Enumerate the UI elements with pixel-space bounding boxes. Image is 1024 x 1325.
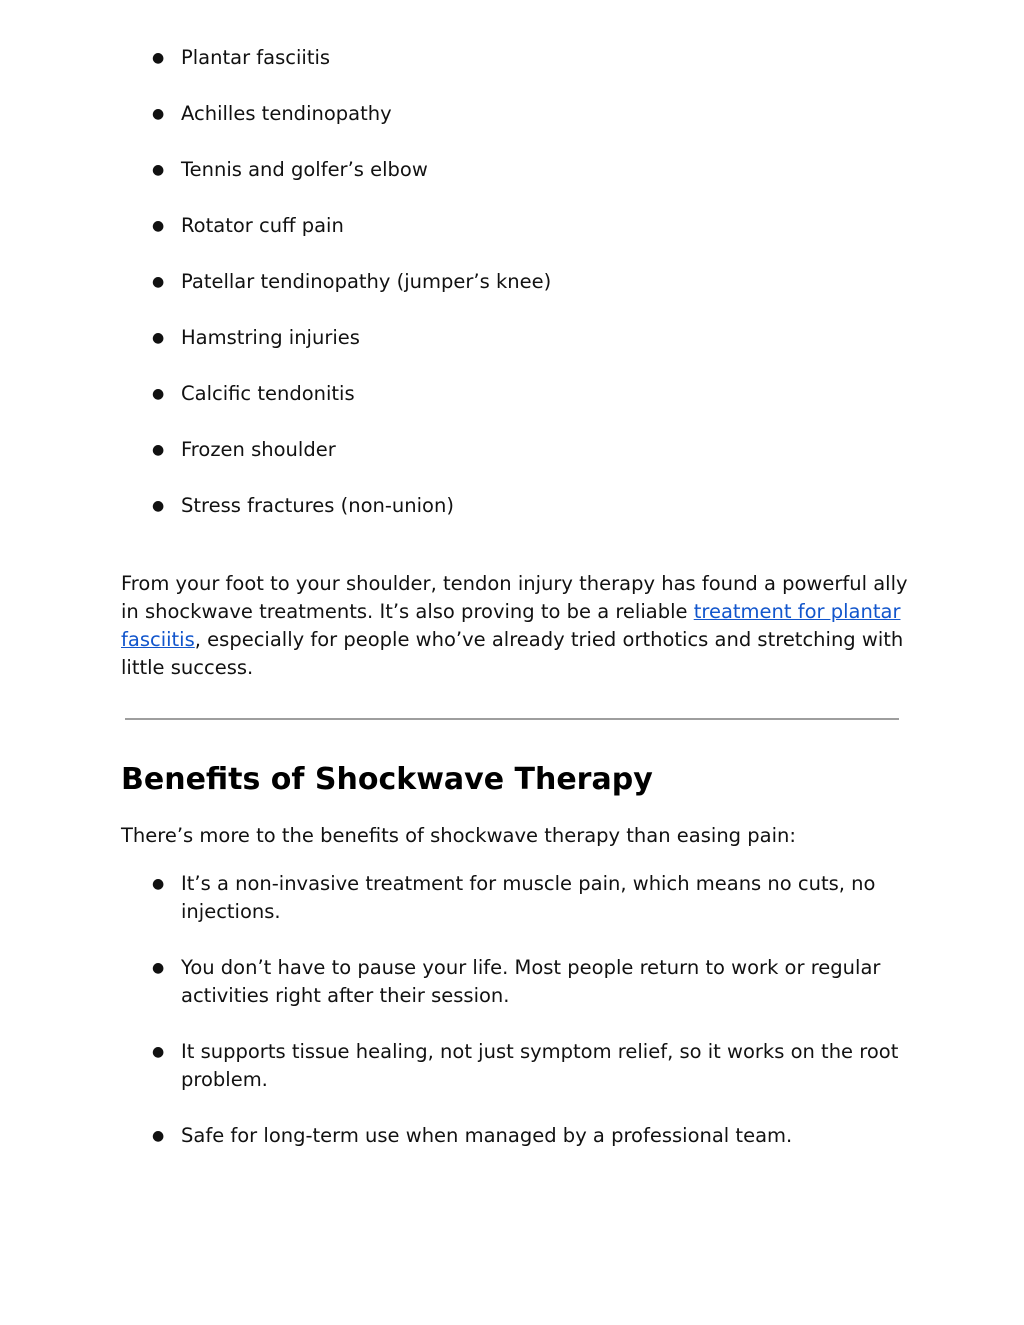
list-item-text: It supports tissue healing, not just symptom relief, so it works on the root problem. bbox=[181, 1040, 899, 1091]
benefits-intro: There’s more to the benefits of shockwave therapy than easing pain: bbox=[121, 824, 796, 847]
bullet-icon: ● bbox=[152, 50, 165, 66]
list-item-text: Calcific tendonitis bbox=[181, 382, 355, 405]
list-item bbox=[0, 436, 1024, 492]
list-item bbox=[0, 156, 1024, 212]
list-item bbox=[0, 324, 1024, 380]
list-item bbox=[0, 44, 1024, 100]
intro-paragraph bbox=[121, 570, 911, 682]
conditions-list bbox=[0, 44, 1024, 548]
list-item bbox=[0, 870, 1024, 926]
list-item-text: Rotator cuff pain bbox=[181, 214, 344, 237]
list-item bbox=[0, 268, 1024, 324]
list-item bbox=[0, 492, 1024, 548]
list-item-text: Hamstring injuries bbox=[181, 326, 360, 349]
bullet-icon: ● bbox=[152, 106, 165, 122]
plantar-fasciitis-link[interactable]: treatment for plantar fasciitis bbox=[121, 600, 901, 651]
bullet-icon: ● bbox=[152, 1128, 165, 1144]
intro-text-before-link: From your foot to your shoulder, tendon injury therapy has found a powerful ally in shockwave treatments. It’s also proving to be a reliable bbox=[121, 572, 908, 623]
list-item bbox=[0, 1122, 1024, 1150]
list-item-text: Plantar fasciitis bbox=[181, 46, 331, 69]
list-item-text: You don’t have to pause your life. Most people return to work or regular activities right after their session. bbox=[181, 956, 881, 1007]
bullet-icon: ● bbox=[152, 442, 165, 458]
list-item-text: Achilles tendinopathy bbox=[181, 102, 392, 125]
list-item-text: Tennis and golfer’s elbow bbox=[181, 158, 428, 181]
list-item-text: Frozen shoulder bbox=[181, 438, 336, 461]
intro-text-after-link: , especially for people who’ve already tried orthotics and stretching with little success. bbox=[121, 628, 904, 679]
list-item bbox=[0, 954, 1024, 1010]
bullet-icon: ● bbox=[152, 330, 165, 346]
bullet-icon: ● bbox=[152, 876, 165, 892]
bullet-icon: ● bbox=[152, 386, 165, 402]
list-item bbox=[0, 1038, 1024, 1094]
list-item-text: It’s a non-invasive treatment for muscle pain, which means no cuts, no injections. bbox=[181, 872, 876, 923]
list-item-text: Patellar tendinopathy (jumper’s knee) bbox=[181, 270, 552, 293]
bullet-icon: ● bbox=[152, 274, 165, 290]
bullet-icon: ● bbox=[152, 498, 165, 514]
list-item-text: Stress fractures (non-union) bbox=[181, 494, 454, 517]
horizontal-divider bbox=[125, 718, 899, 720]
list-item bbox=[0, 100, 1024, 156]
list-item bbox=[0, 212, 1024, 268]
list-item-text: Safe for long-term use when managed by a professional team. bbox=[181, 1124, 793, 1147]
section-heading: Benefits of Shockwave Therapy bbox=[121, 762, 653, 797]
benefits-list bbox=[0, 870, 1024, 1178]
bullet-icon: ● bbox=[152, 218, 165, 234]
bullet-icon: ● bbox=[152, 960, 165, 976]
bullet-icon: ● bbox=[152, 162, 165, 178]
list-item bbox=[0, 380, 1024, 436]
bullet-icon: ● bbox=[152, 1044, 165, 1060]
